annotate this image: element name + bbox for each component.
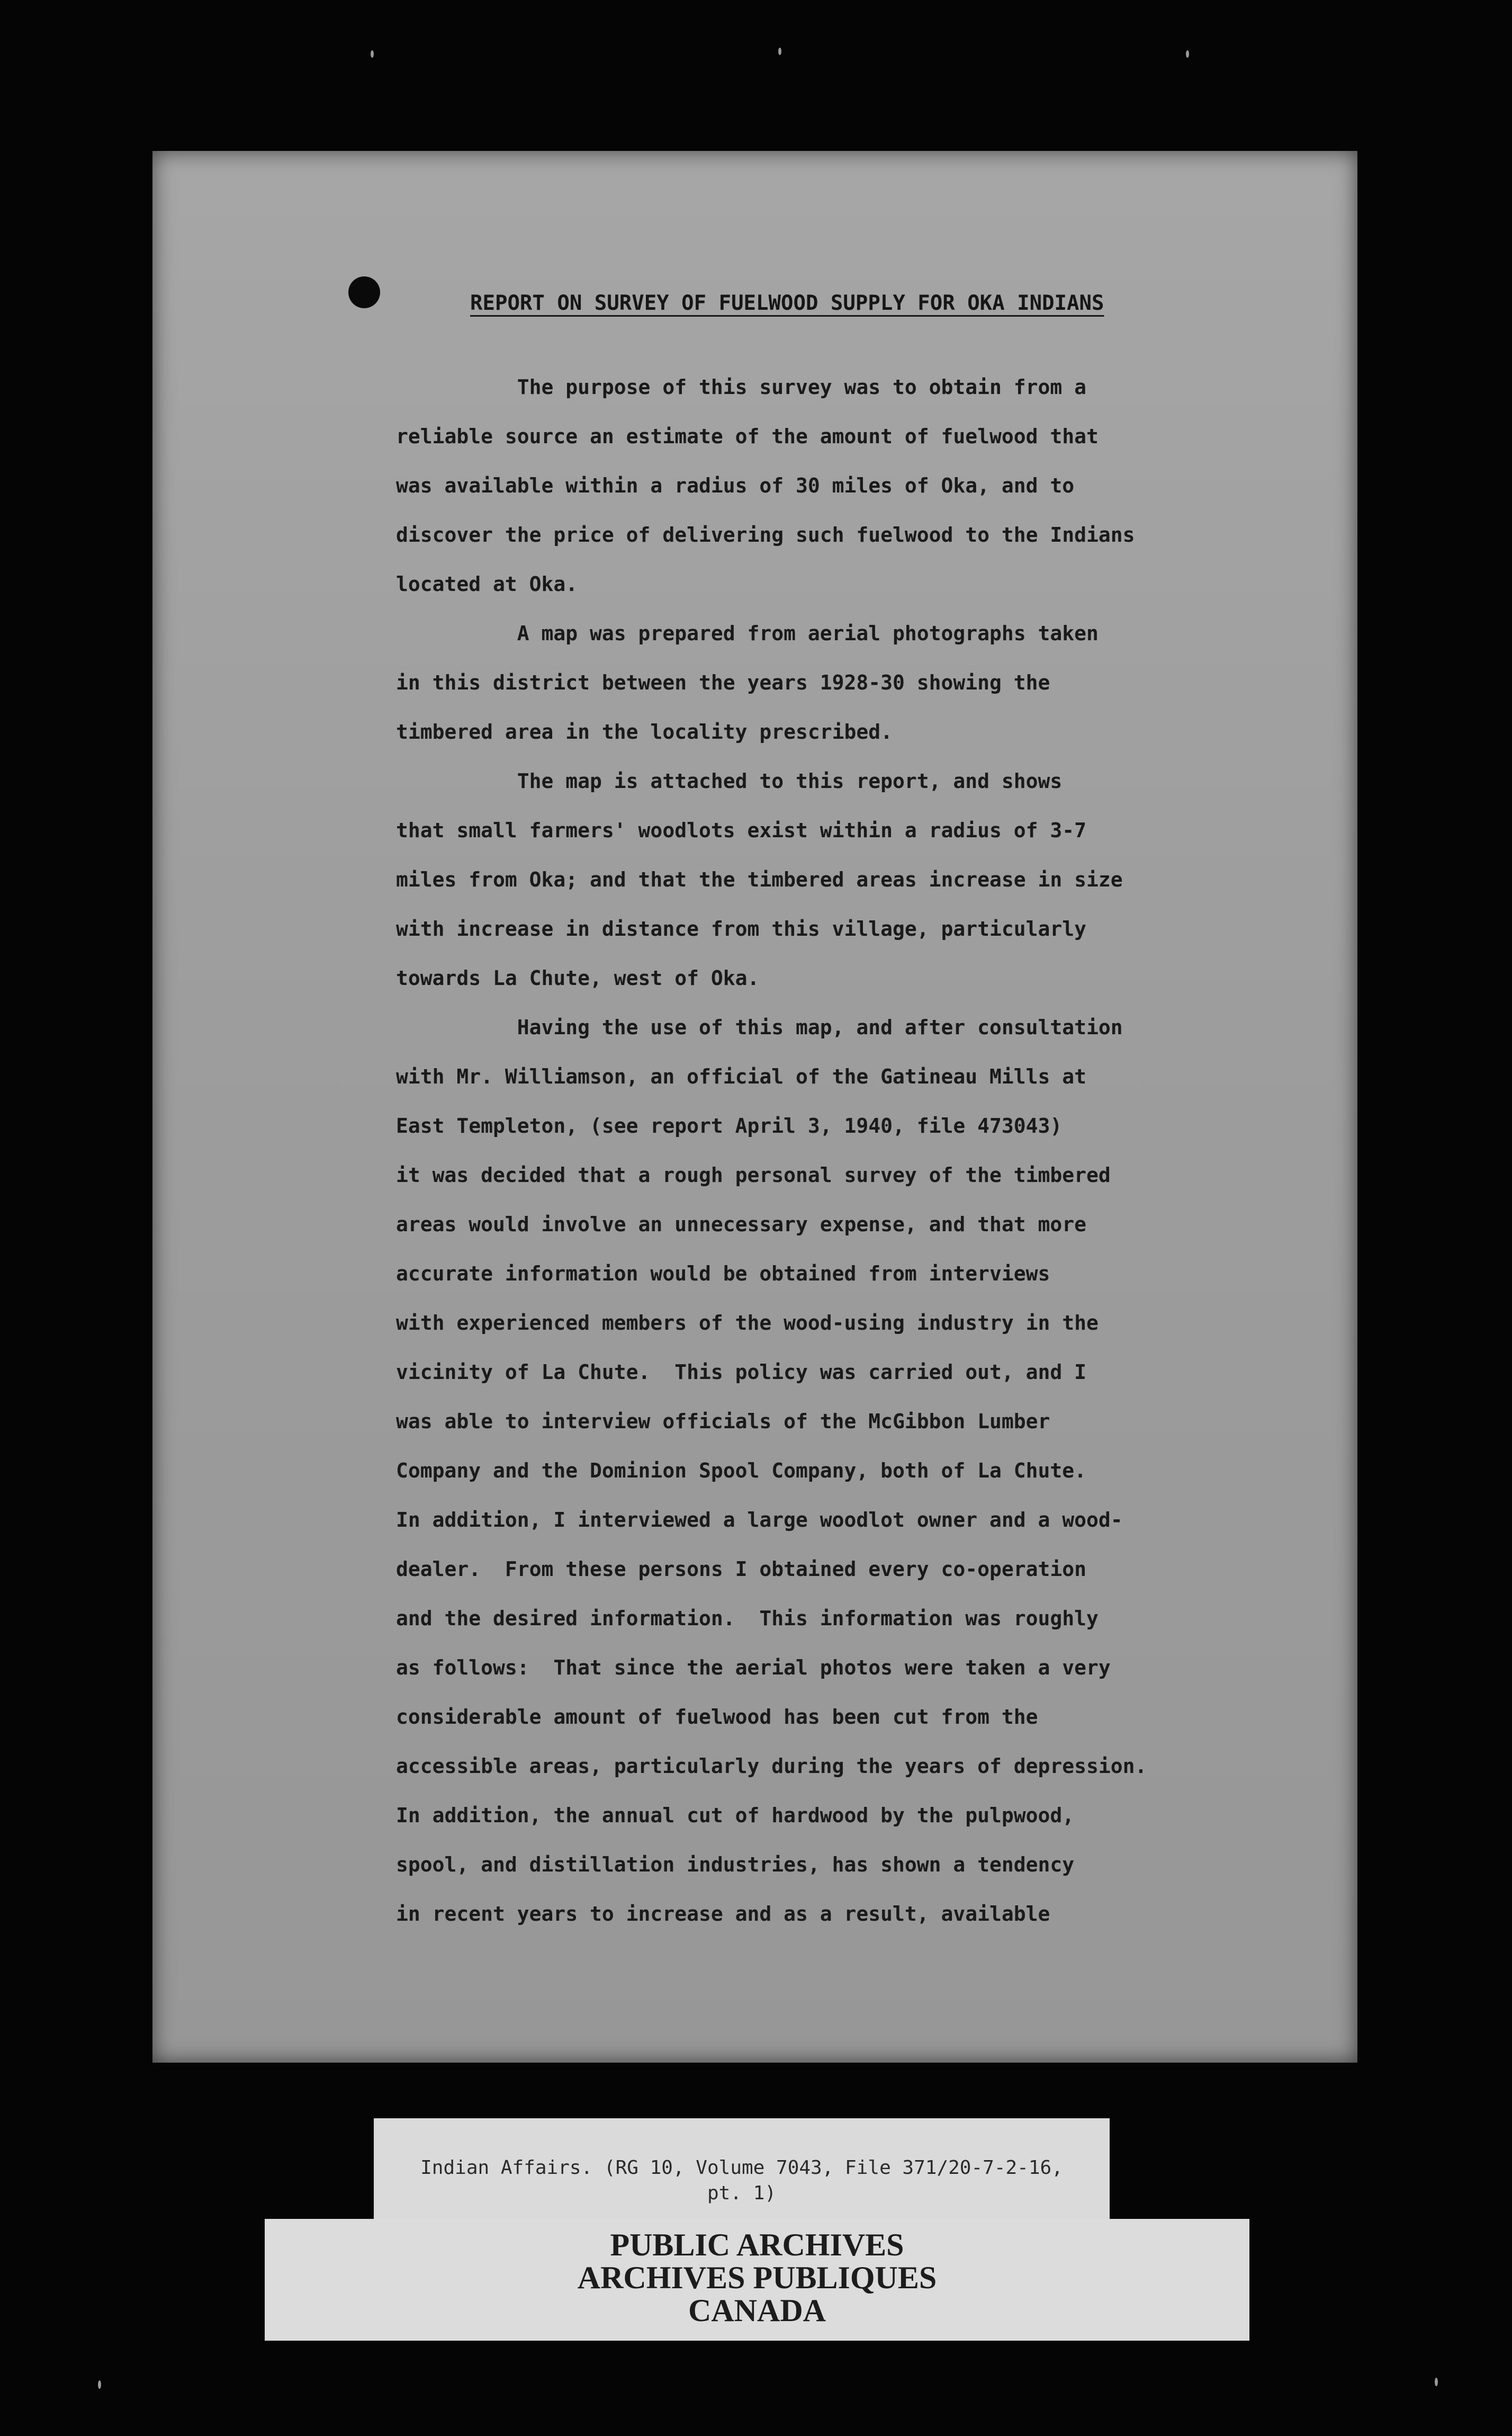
text-line: vicinity of La Chute. This policy was carried out, and I (396, 1360, 1087, 1384)
film-speck (778, 48, 781, 55)
text-line: accessible areas, particularly during the years of depression. (396, 1754, 1147, 1778)
text-line: accurate information would be obtained from interviews (396, 1262, 1050, 1285)
text-line: areas would involve an unnecessary expense, and that more (396, 1213, 1087, 1236)
text-line: and the desired information. This information was roughly (396, 1607, 1099, 1630)
stamp-line: ARCHIVES PUBLIQUES (577, 2260, 937, 2295)
text-line: located at Oka. (396, 572, 578, 596)
stamp-line: CANADA (688, 2293, 826, 2328)
text-line: In addition, I interviewed a large woodlot owner and a wood- (396, 1508, 1123, 1532)
punch-hole (348, 276, 380, 308)
film-speck (371, 50, 374, 58)
document-page (152, 151, 1357, 2063)
text-line: in this district between the years 1928-30 showing the (396, 671, 1050, 694)
archive-reference-label (374, 2118, 1110, 2224)
text-line: towards La Chute, west of Oka. (396, 966, 760, 990)
text-line: dealer. From these persons I obtained every co-operation (396, 1557, 1087, 1581)
text-line: was able to interview officials of the McGibbon Lumber (396, 1410, 1050, 1433)
text-line: Company and the Dominion Spool Company, both of La Chute. (396, 1459, 1087, 1482)
text-line: with increase in distance from this village, particularly (396, 917, 1087, 941)
text-line: was available within a radius of 30 miles of Oka, and to (396, 474, 1075, 497)
text-line: reliable source an estimate of the amount of fuelwood that (396, 425, 1099, 448)
archives-stamp-text (265, 2228, 1249, 2327)
text-line: with Mr. Williamson, an official of the Gatineau Mills at (396, 1065, 1087, 1088)
text-line: timbered area in the locality prescribed. (396, 720, 893, 744)
text-line: miles from Oka; and that the timbered areas increase in size (396, 868, 1123, 891)
text-line: The purpose of this survey was to obtain from a (396, 375, 1087, 399)
text-line: in recent years to increase and as a result, available (396, 1902, 1050, 1925)
text-line: considerable amount of fuelwood has been cut from the (396, 1705, 1038, 1729)
archive-reference-text: Indian Affairs. (RG 10, Volume 7043, File 371/20-7-2-16, pt. 1) (420, 2157, 1063, 2204)
text-line: as follows: That since the aerial photos were taken a very (396, 1656, 1111, 1679)
text-line: Having the use of this map, and after consultation (396, 1016, 1123, 1039)
film-speck (1186, 50, 1189, 58)
text-line: spool, and distillation industries, has shown a tendency (396, 1853, 1075, 1876)
text-line: discover the price of delivering such fuelwood to the Indians (396, 523, 1135, 547)
stamp-line: PUBLIC ARCHIVES (610, 2227, 904, 2262)
archives-stamp (265, 2219, 1249, 2341)
film-speck (98, 2380, 101, 2389)
text-line: with experienced members of the wood-using industry in the (396, 1311, 1099, 1335)
text-line: The map is attached to this report, and shows (396, 769, 1063, 793)
text-line: that small farmers' woodlots exist within a radius of 3-7 (396, 819, 1087, 842)
text-line: it was decided that a rough personal survey of the timbered (396, 1163, 1111, 1187)
text-line: East Templeton, (see report April 3, 1940, file 473043) (396, 1114, 1063, 1138)
film-speck (1435, 2378, 1438, 2386)
text-line: In addition, the annual cut of hardwood by the pulpwood, (396, 1804, 1075, 1827)
report-body (396, 363, 1444, 1939)
text-line: A map was prepared from aerial photographs taken (396, 622, 1099, 645)
report-title: REPORT ON SURVEY OF FUELWOOD SUPPLY FOR OKA INDIANS (470, 291, 1104, 315)
